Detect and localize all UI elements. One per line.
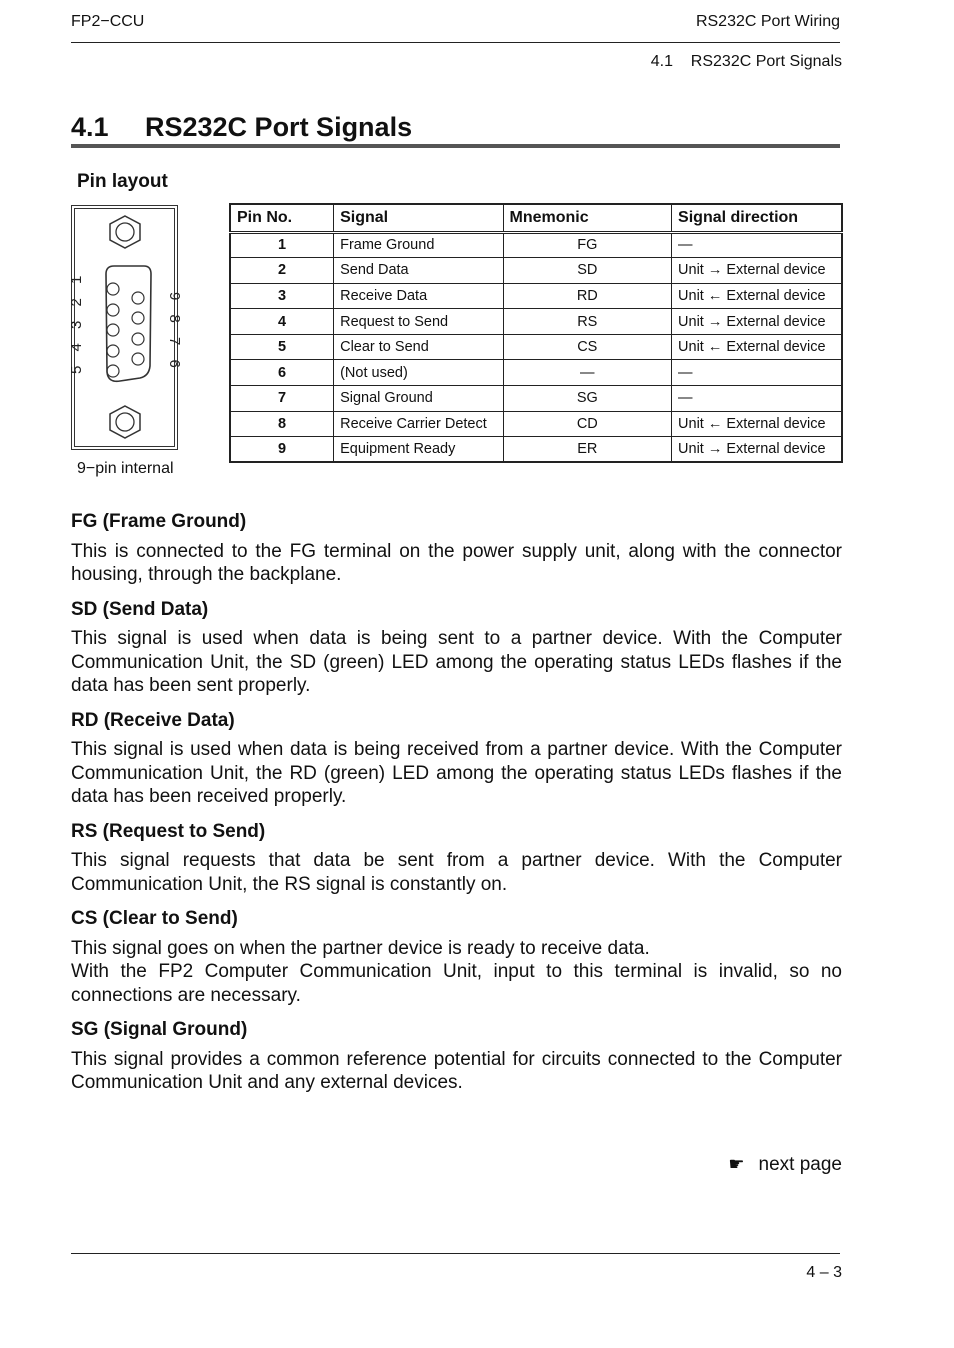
pin-number: 6 (230, 360, 334, 386)
signal-direction: Unit ← External device (672, 334, 842, 360)
page-number: 4 – 3 (806, 1264, 842, 1281)
mnemonic: FG (503, 232, 672, 258)
subheading-rd: RD (Receive Data) (71, 709, 235, 731)
header-section-ref: 4.1 RS232C Port Signals (650, 53, 842, 70)
table-row (230, 283, 842, 309)
pin-number: 5 (230, 334, 334, 360)
pin-number: 8 (230, 411, 334, 437)
signal-name: Frame Ground (334, 232, 503, 258)
column-header-pin-no: Pin No. (230, 204, 334, 232)
table-row (230, 386, 842, 412)
right-pin-numbers: 9 8 7 6 (166, 292, 183, 373)
pin-layout-heading: Pin layout (77, 171, 168, 192)
signal-name: Signal Ground (334, 386, 503, 412)
footer-rule (71, 1253, 840, 1254)
subheading-rs: RS (Request to Send) (71, 820, 266, 842)
section-fg (71, 510, 842, 587)
pin-hole-9 (132, 353, 144, 365)
section-sd (71, 598, 842, 698)
pin-holes (107, 283, 144, 377)
table-row (230, 360, 842, 386)
pin-number: 9 (230, 437, 334, 463)
pin-hole-7 (132, 312, 144, 324)
subheading-sd: SD (Send Data) (71, 598, 209, 620)
left-pin-numbers: 5 4 3 2 1 (68, 270, 85, 374)
pin-hole-3 (107, 324, 119, 336)
section-rd (71, 709, 842, 809)
header-rule (71, 42, 840, 43)
connector-caption: 9−pin internal (77, 460, 174, 477)
pointing-hand-icon: ☛ (728, 1154, 745, 1174)
pin-hole-5 (107, 365, 119, 377)
header-left-title: FP2−CCU (71, 13, 145, 30)
table-row (230, 232, 842, 258)
signal-direction: Unit → External device (672, 437, 842, 463)
pin-number: 2 (230, 258, 334, 284)
mnemonic: CS (503, 334, 672, 360)
bottom-screw-icon (110, 406, 140, 438)
signal-name: Receive Carrier Detect (334, 411, 503, 437)
table-row (230, 411, 842, 437)
next-page-label: next page (758, 1154, 842, 1175)
db9-connector-drawing (68, 206, 183, 451)
table-row (230, 437, 842, 463)
pin-number: 4 (230, 309, 334, 335)
table-row (230, 309, 842, 335)
subheading-fg: FG (Frame Ground) (71, 511, 247, 532)
signal-direction: — (672, 386, 842, 412)
paragraph-cs-2: With the FP2 Computer Communication Unit, input to this terminal is invalid, so no connections are necessary. (71, 961, 842, 1006)
signal-name: Request to Send (334, 309, 503, 335)
paragraph-fg: This is connected to the FG terminal on the power supply unit, along with the connector housing, through the backplane. (71, 540, 842, 585)
section-rs (71, 820, 842, 897)
pin-number: 7 (230, 386, 334, 412)
mnemonic: SG (503, 386, 672, 412)
signal-name: Send Data (334, 258, 503, 284)
subheading-cs: CS (Clear to Send) (71, 908, 238, 929)
mnemonic: CD (503, 411, 672, 437)
paragraph-rd: This signal is used when data is being received from a partner device. With the Computer Communication Unit, the RD (green) LED among the operating status LEDs flashes if the data has been received properly. (71, 739, 842, 807)
pin-hole-8 (132, 333, 144, 345)
paragraph-cs-1: This signal goes on when the partner device is ready to receive data. (71, 937, 650, 959)
section-title (71, 112, 412, 143)
section-title-text: RS232C Port Signals (145, 112, 413, 142)
signal-direction: Unit ← External device (672, 283, 842, 309)
mnemonic: — (503, 360, 672, 386)
pin-number: 3 (230, 283, 334, 309)
section-cs (71, 907, 842, 1007)
mnemonic: SD (503, 258, 672, 284)
pin-hole-2 (107, 304, 119, 316)
signal-descriptions (71, 510, 842, 1095)
header-right-title: RS232C Port Wiring (695, 13, 840, 30)
section-sg (71, 1018, 842, 1095)
table-row (230, 258, 842, 284)
signal-direction: Unit → External device (672, 309, 842, 335)
signal-direction: Unit → External device (672, 258, 842, 284)
column-header-signal: Signal (334, 204, 503, 232)
signal-direction: — (672, 360, 842, 386)
mnemonic: RD (503, 283, 672, 309)
pin-hole-1 (107, 283, 119, 295)
paragraph-rs: This signal requests that data be sent from a partner device. With the Computer Communication Unit, the RS signal is constantly on. (71, 850, 842, 895)
pin-hole-6 (132, 292, 144, 304)
mnemonic: ER (503, 437, 672, 463)
signal-name: Equipment Ready (334, 437, 503, 463)
section-number: 4.1 (71, 112, 109, 142)
column-header-mnemonic: Mnemonic (503, 204, 672, 232)
column-header-signal-direction: Signal direction (672, 204, 842, 232)
pin-signal-table (229, 203, 843, 463)
signal-name: Clear to Send (334, 334, 503, 360)
pin-hole-4 (107, 345, 119, 357)
signal-direction: Unit ← External device (672, 411, 842, 437)
table-header-row (230, 204, 842, 232)
top-screw-icon (110, 216, 140, 248)
mnemonic: RS (503, 309, 672, 335)
paragraph-sg: This signal provides a common reference potential for circuits connected to the Computer Communication Unit and any external devices. (71, 1048, 842, 1093)
paragraph-sd: This signal is used when data is being sent to a partner device. With the Computer Communication Unit, the SD (green) LED among the operating status LEDs flashes if the data has been sent properly. (71, 628, 842, 696)
connector-diagram (68, 205, 183, 450)
signal-name: Receive Data (334, 283, 503, 309)
next-page-link[interactable] (728, 1154, 842, 1176)
pin-number: 1 (230, 232, 334, 258)
signal-name: (Not used) (334, 360, 503, 386)
title-rule (71, 144, 840, 148)
subheading-sg: SG (Signal Ground) (71, 1019, 248, 1040)
signal-direction: — (672, 232, 842, 258)
table-row (230, 334, 842, 360)
